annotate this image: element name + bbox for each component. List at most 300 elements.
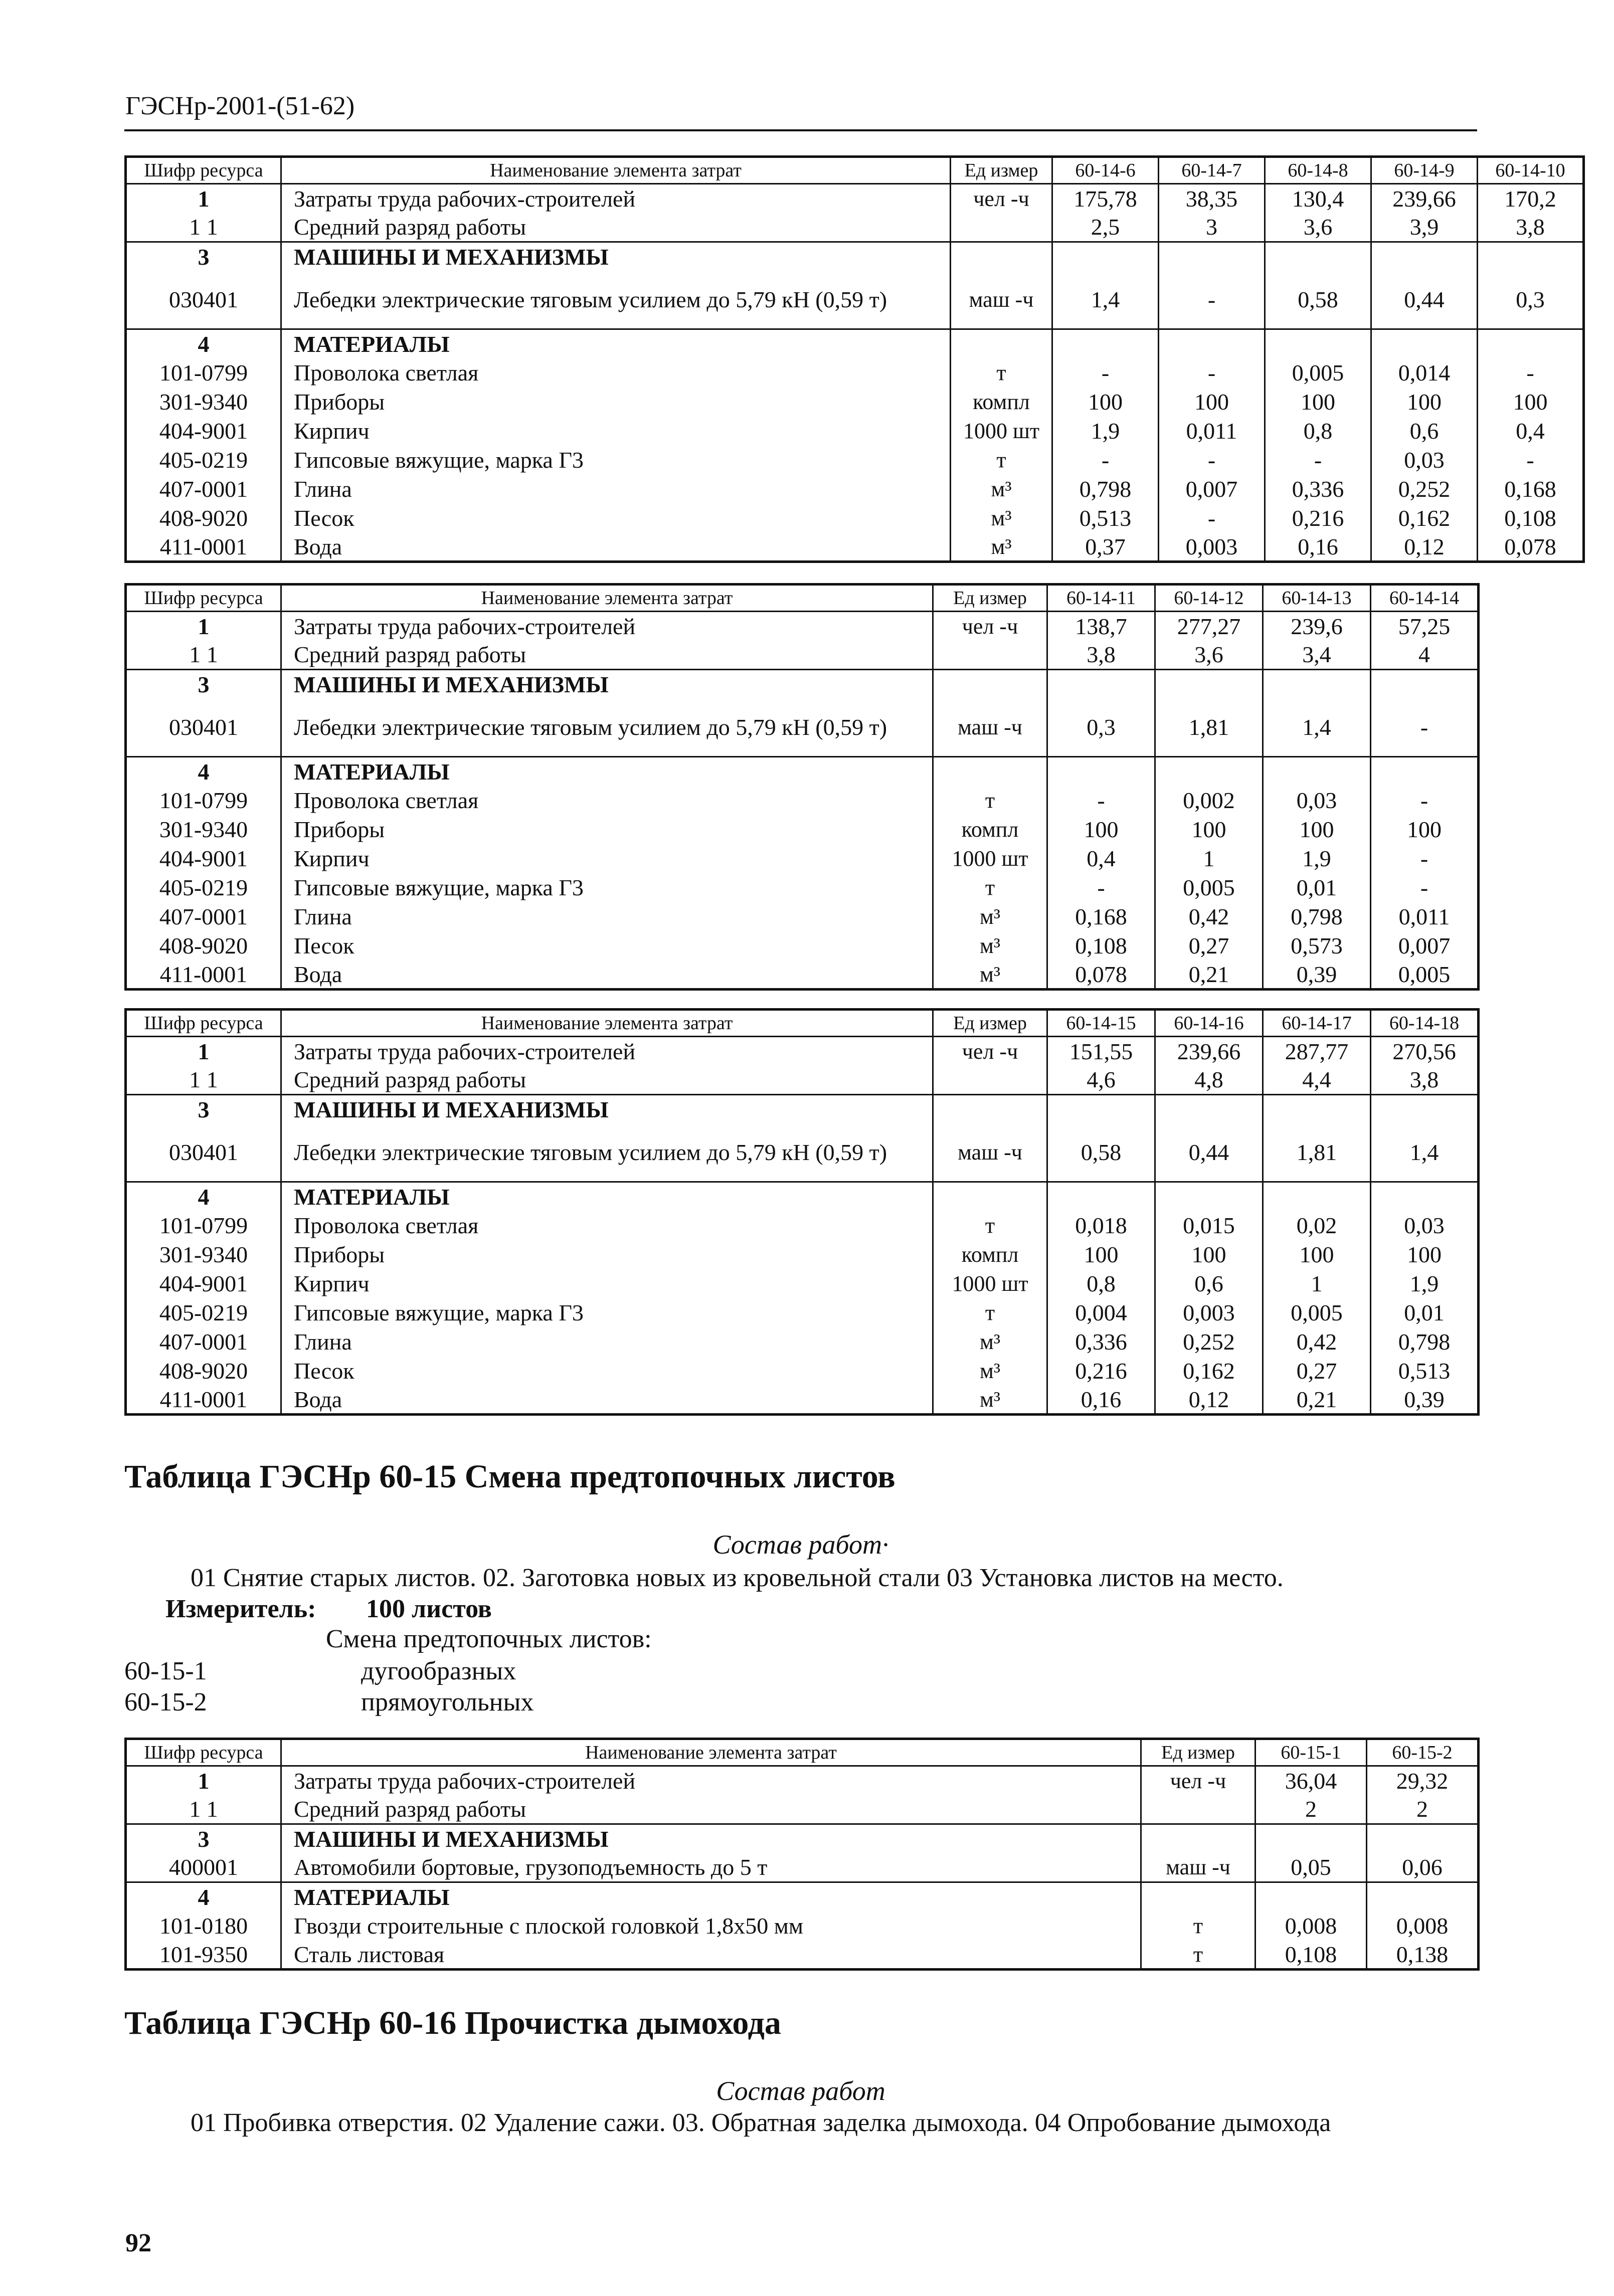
value-cell: - [1159,446,1265,475]
value-cell: 4,6 [1047,1066,1155,1095]
section-code: 4 [126,1182,281,1211]
value-cell: 0,6 [1155,1269,1263,1298]
value-cell: 3,6 [1155,641,1263,670]
resource-code: 404-9001 [126,844,281,873]
table-row [126,815,1479,844]
header-cell: 60-14-10 [1478,157,1584,184]
value-cell: 170,2 [1478,184,1584,213]
section-title: МАТЕРИАЛЫ [281,1182,933,1211]
header-cell: Наименование элемента затрат [281,585,933,612]
value-cell: 0,03 [1263,786,1371,815]
value-cell: 0,162 [1155,1357,1263,1386]
resource-code: 405-0219 [126,873,281,902]
resource-name: Гипсовые вяжущие, марка Г3 [281,1298,933,1327]
section-title: МАШИНЫ И МЕХАНИЗМЫ [281,242,951,271]
value-cell: 0,58 [1265,271,1371,329]
resource-name: Затраты труда рабочих-строителей [281,184,951,213]
resource-unit: компл [951,388,1052,417]
value-cell: 0,513 [1371,1357,1479,1386]
value-cell: 0,42 [1263,1327,1371,1357]
section-row [126,670,1479,699]
value-cell: - [1052,446,1159,475]
resource-unit: т [933,786,1047,815]
page-number: 92 [125,2229,151,2257]
resource-unit: компл [933,1240,1047,1269]
resource-table-1 [124,155,1585,563]
table-row [126,1037,1479,1066]
value-cell: - [1478,358,1584,388]
value-cell: 175,78 [1052,184,1159,213]
resource-unit: чел -ч [1141,1766,1256,1795]
resource-code: 404-9001 [126,417,281,446]
meter-value: 100 листов [366,1595,492,1623]
resource-unit: чел -ч [933,1037,1047,1066]
value-cell: 0,014 [1371,358,1478,388]
value-cell: 1,9 [1052,417,1159,446]
section-row [126,1824,1479,1853]
resource-unit: м³ [933,961,1047,990]
resource-name: Песок [281,931,933,961]
table-row [126,1941,1479,1970]
section-row [126,1882,1479,1911]
value-cell: 3,4 [1263,641,1371,670]
section-title: МАТЕРИАЛЫ [281,757,933,786]
value-cell: 270,56 [1371,1037,1479,1066]
section-code: 4 [126,757,281,786]
table-row [126,641,1479,670]
item-code: 60-15-2 [124,1688,207,1716]
header-cell: 60-14-9 [1371,157,1478,184]
value-cell: 0,21 [1155,961,1263,990]
table-row [126,1853,1479,1882]
value-cell: 0,005 [1371,961,1479,990]
value-cell: 3 [1159,213,1265,242]
resource-code: 101-0799 [126,786,281,815]
value-cell: 3,9 [1371,213,1478,242]
value-cell: 0,011 [1159,417,1265,446]
resource-name: Лебедки электрические тяговым усилием до 5,79 кН (0,59 т) [281,271,951,329]
resource-code: 404-9001 [126,1269,281,1298]
value-cell: 0,12 [1371,533,1478,562]
header-cell: 60-14-18 [1371,1010,1479,1037]
table-header-row [126,1010,1479,1037]
value-cell: 0,58 [1047,1124,1155,1182]
value-cell: 0,015 [1155,1211,1263,1240]
value-cell: 0,007 [1159,475,1265,504]
section-title: МАШИНЫ И МЕХАНИЗМЫ [281,1824,1141,1853]
table-row [126,873,1479,902]
value-cell: - [1159,271,1265,329]
resource-name: Глина [281,1327,933,1357]
value-cell: 0,108 [1256,1941,1367,1970]
value-cell: 0,02 [1263,1211,1371,1240]
table-row [126,902,1479,931]
item-name: дугообразных [361,1657,516,1685]
resource-name: Затраты труда рабочих-строителей [281,612,933,641]
resource-name: Вода [281,533,951,562]
value-cell: - [1052,358,1159,388]
value-cell: 0,03 [1371,446,1478,475]
resource-code: 030401 [126,699,281,757]
table-row [126,931,1479,961]
table-row [126,1240,1479,1269]
value-cell: 100 [1155,815,1263,844]
table-row [126,1066,1479,1095]
value-cell: 100 [1371,388,1478,417]
resource-name: Приборы [281,388,951,417]
table-row [126,1211,1479,1240]
resource-code: 301-9340 [126,1240,281,1269]
value-cell: 239,66 [1371,184,1478,213]
item-code: 60-15-1 [124,1657,207,1685]
value-cell: 0,6 [1371,417,1478,446]
resource-unit: т [933,873,1047,902]
resource-unit: 1000 шт [933,1269,1047,1298]
table-row [126,213,1584,242]
value-cell: 3,8 [1371,1066,1479,1095]
composition-text: 01 Снятие старых листов. 02. Заготовка новых из кровельной стали 03 Установка листов на место. [191,1564,1284,1592]
header-cell: Шифр ресурса [126,585,281,612]
resource-unit: м³ [933,1386,1047,1415]
value-cell: 0,37 [1052,533,1159,562]
header-cell: 60-14-16 [1155,1010,1263,1037]
value-cell: 3,8 [1047,641,1155,670]
resource-name: Сталь листовая [281,1941,1141,1970]
value-cell: 0,01 [1371,1298,1479,1327]
resource-unit: т [951,358,1052,388]
header-cell: Ед измер [951,157,1052,184]
section-code: 3 [126,242,281,271]
value-cell: 1,4 [1052,271,1159,329]
resource-name: Автомобили бортовые, грузоподъемность до 5 т [281,1853,1141,1882]
header-cell: Шифр ресурса [126,1739,281,1766]
resource-unit: т [933,1298,1047,1327]
value-cell: 2 [1256,1795,1367,1824]
section-title: МАТЕРИАЛЫ [281,1882,1141,1911]
value-cell: 100 [1265,388,1371,417]
header-cell: 60-14-15 [1047,1010,1155,1037]
value-cell: 3,6 [1265,213,1371,242]
value-cell: 2,5 [1052,213,1159,242]
header-cell: Шифр ресурса [126,157,281,184]
resource-unit: м³ [933,902,1047,931]
resource-code: 030401 [126,271,281,329]
section-row [126,329,1584,358]
section-code: 3 [126,670,281,699]
resource-name: Кирпич [281,844,933,873]
resource-unit: чел -ч [951,184,1052,213]
value-cell: 0,216 [1265,504,1371,533]
section-title: МАТЕРИАЛЫ [281,329,951,358]
value-cell: 2 [1367,1795,1479,1824]
header-cell: Шифр ресурса [126,1010,281,1037]
table-header-row [126,1739,1479,1766]
value-cell: 287,77 [1263,1037,1371,1066]
resource-unit: маш -ч [933,1124,1047,1182]
resource-name: Гипсовые вяжущие, марка Г3 [281,873,933,902]
meter-label: Измеритель: [165,1595,316,1623]
resource-unit [933,1066,1047,1095]
resource-unit: маш -ч [933,699,1047,757]
value-cell: 1,9 [1263,844,1371,873]
value-cell: 0,16 [1265,533,1371,562]
table-row [126,961,1479,990]
value-cell: 0,005 [1263,1298,1371,1327]
resource-name: Кирпич [281,417,951,446]
table-header-row [126,157,1584,184]
value-cell: 0,108 [1047,931,1155,961]
value-cell: 0,798 [1052,475,1159,504]
value-cell: 100 [1371,1240,1479,1269]
value-cell: 0,216 [1047,1357,1155,1386]
resource-code: 101-0799 [126,1211,281,1240]
resource-code: 101-0799 [126,358,281,388]
value-cell: 0,03 [1371,1211,1479,1240]
value-cell: 0,3 [1478,271,1584,329]
value-cell: 0,01 [1263,873,1371,902]
value-cell: 100 [1478,388,1584,417]
value-cell: 0,573 [1263,931,1371,961]
value-cell: 0,168 [1478,475,1584,504]
resource-code: 030401 [126,1124,281,1182]
table-row [126,844,1479,873]
item-name: прямоугольных [361,1688,534,1716]
value-cell: 100 [1052,388,1159,417]
resource-name: Глина [281,475,951,504]
table-row [126,1357,1479,1386]
resource-name: Затраты труда рабочих-строителей [281,1037,933,1066]
value-cell: 36,04 [1256,1766,1367,1795]
resource-unit: 1000 шт [951,417,1052,446]
resource-name: Проволока светлая [281,1211,933,1240]
section-row [126,757,1479,786]
resource-unit: м³ [933,1357,1047,1386]
value-cell: 0,008 [1367,1911,1479,1941]
value-cell: 0,005 [1265,358,1371,388]
resource-code: 407-0001 [126,475,281,504]
value-cell: 0,162 [1371,504,1478,533]
resource-unit: м³ [951,475,1052,504]
value-cell: 0,42 [1155,902,1263,931]
header-cell: 60-14-13 [1263,585,1371,612]
resource-code: 407-0001 [126,1327,281,1357]
resource-code: 411-0001 [126,1386,281,1415]
resource-unit [951,213,1052,242]
value-cell: 1 [1263,1269,1371,1298]
value-cell: 0,252 [1155,1327,1263,1357]
value-cell: 100 [1047,1240,1155,1269]
resource-unit: т [951,446,1052,475]
value-cell: 0,44 [1155,1124,1263,1182]
table-row [126,699,1479,757]
composition-label: Состав работ· [712,1529,889,1560]
section-title: МАШИНЫ И МЕХАНИЗМЫ [281,670,933,699]
section-code: 3 [126,1095,281,1124]
value-cell: 0,39 [1371,1386,1479,1415]
resource-unit: м³ [951,504,1052,533]
resource-code: 400001 [126,1853,281,1882]
resource-code: 1 [126,1037,281,1066]
resource-unit: чел -ч [933,612,1047,641]
header-cell: 60-15-2 [1367,1739,1479,1766]
value-cell: 100 [1263,815,1371,844]
table-row [126,417,1584,446]
section-code: 4 [126,1882,281,1911]
header-cell: 60-14-7 [1159,157,1265,184]
resource-name: Проволока светлая [281,358,951,388]
resource-code: 408-9020 [126,1357,281,1386]
header-cell: Наименование элемента затрат [281,157,951,184]
resource-code: 301-9340 [126,815,281,844]
value-cell: 0,336 [1265,475,1371,504]
resource-name: Приборы [281,1240,933,1269]
table-row [126,1911,1479,1941]
value-cell: 0,8 [1047,1269,1155,1298]
header-cell: 60-14-6 [1052,157,1159,184]
header-cell: Ед измер [933,1010,1047,1037]
value-cell: 0,108 [1478,504,1584,533]
resource-code: 1 1 [126,1066,281,1095]
resource-name: Средний разряд работы [281,213,951,242]
value-cell: 1 [1155,844,1263,873]
value-cell: 0,005 [1155,873,1263,902]
resource-name: Средний разряд работы [281,1066,933,1095]
header-cell: 60-14-14 [1371,585,1479,612]
value-cell: 4,4 [1263,1066,1371,1095]
header-cell: Наименование элемента затрат [281,1739,1141,1766]
value-cell: 0,252 [1371,475,1478,504]
work-caption: Смена предтопочных листов: [326,1625,652,1653]
section-code: 3 [126,1824,281,1853]
resource-code: 405-0219 [126,1298,281,1327]
resource-name: Глина [281,902,933,931]
resource-name: Приборы [281,815,933,844]
value-cell: 0,27 [1263,1357,1371,1386]
resource-unit: т [933,1211,1047,1240]
value-cell: 0,3 [1047,699,1155,757]
section-row [126,1182,1479,1211]
resource-unit: м³ [933,1327,1047,1357]
value-cell: - [1478,446,1584,475]
header-cell: Ед измер [933,585,1047,612]
resource-name: Лебедки электрические тяговым усилием до 5,79 кН (0,59 т) [281,699,933,757]
table-row [126,533,1584,562]
resource-name: Средний разряд работы [281,1795,1141,1824]
table-row [126,358,1584,388]
table-header-row [126,585,1479,612]
header-rule [124,129,1477,131]
value-cell: 0,06 [1367,1853,1479,1882]
resource-unit: м³ [951,533,1052,562]
value-cell: 0,002 [1155,786,1263,815]
value-cell: 0,27 [1155,931,1263,961]
value-cell: 239,6 [1263,612,1371,641]
value-cell: 0,12 [1155,1386,1263,1415]
value-cell: - [1265,446,1371,475]
resource-unit [1141,1795,1256,1824]
header-cell: Наименование элемента затрат [281,1010,933,1037]
resource-code: 405-0219 [126,446,281,475]
value-cell: 3,8 [1478,213,1584,242]
value-cell: 0,4 [1047,844,1155,873]
header-cell: 60-15-1 [1256,1739,1367,1766]
value-cell: 277,27 [1155,612,1263,641]
value-cell: - [1159,358,1265,388]
value-cell: 0,008 [1256,1911,1367,1941]
value-cell: 0,798 [1371,1327,1479,1357]
resource-unit: маш -ч [951,271,1052,329]
resource-unit: 1000 шт [933,844,1047,873]
resource-code: 408-9020 [126,504,281,533]
value-cell: 0,05 [1256,1853,1367,1882]
resource-name: Гвозди строительные с плоской головкой 1,8x50 мм [281,1911,1141,1941]
composition-label: Состав работ [716,2076,885,2106]
value-cell: 0,003 [1155,1298,1263,1327]
table-row [126,504,1584,533]
value-cell: - [1371,699,1479,757]
value-cell: - [1371,786,1479,815]
value-cell: 100 [1159,388,1265,417]
value-cell: 0,39 [1263,961,1371,990]
value-cell: 4 [1371,641,1479,670]
table-row [126,446,1584,475]
section-code: 4 [126,329,281,358]
resource-code: 1 [126,1766,281,1795]
resource-unit: т [1141,1941,1256,1970]
resource-code: 301-9340 [126,388,281,417]
value-cell: 0,078 [1047,961,1155,990]
value-cell: 100 [1371,815,1479,844]
resource-unit: м³ [933,931,1047,961]
resource-code: 1 1 [126,641,281,670]
value-cell: 0,513 [1052,504,1159,533]
resource-code: 411-0001 [126,533,281,562]
value-cell: 0,078 [1478,533,1584,562]
value-cell: - [1371,873,1479,902]
resource-name: Проволока светлая [281,786,933,815]
resource-code: 408-9020 [126,931,281,961]
resource-code: 101-0180 [126,1911,281,1941]
resource-code: 1 [126,612,281,641]
value-cell: 130,4 [1265,184,1371,213]
table-row [126,1298,1479,1327]
table-row [126,1124,1479,1182]
value-cell: 0,16 [1047,1386,1155,1415]
table-60-15-title: Таблица ГЭСНр 60-15 Смена предтопочных листов [124,1458,895,1495]
value-cell: 138,7 [1047,612,1155,641]
resource-name: Вода [281,1386,933,1415]
value-cell: 239,66 [1155,1037,1263,1066]
value-cell: 1,4 [1263,699,1371,757]
value-cell: 100 [1047,815,1155,844]
value-cell: 1,81 [1263,1124,1371,1182]
resource-table-2 [124,583,1480,991]
value-cell: 4,8 [1155,1066,1263,1095]
table-row [126,475,1584,504]
resource-code: 411-0001 [126,961,281,990]
table-row [126,1327,1479,1357]
value-cell: 0,168 [1047,902,1155,931]
table-row [126,1269,1479,1298]
table-row [126,786,1479,815]
resource-name: Песок [281,504,951,533]
value-cell: 0,011 [1371,902,1479,931]
resource-code: 1 [126,184,281,213]
table-row [126,388,1584,417]
resource-table-60-15 [124,1738,1480,1971]
resource-code: 101-9350 [126,1941,281,1970]
resource-unit: компл [933,815,1047,844]
